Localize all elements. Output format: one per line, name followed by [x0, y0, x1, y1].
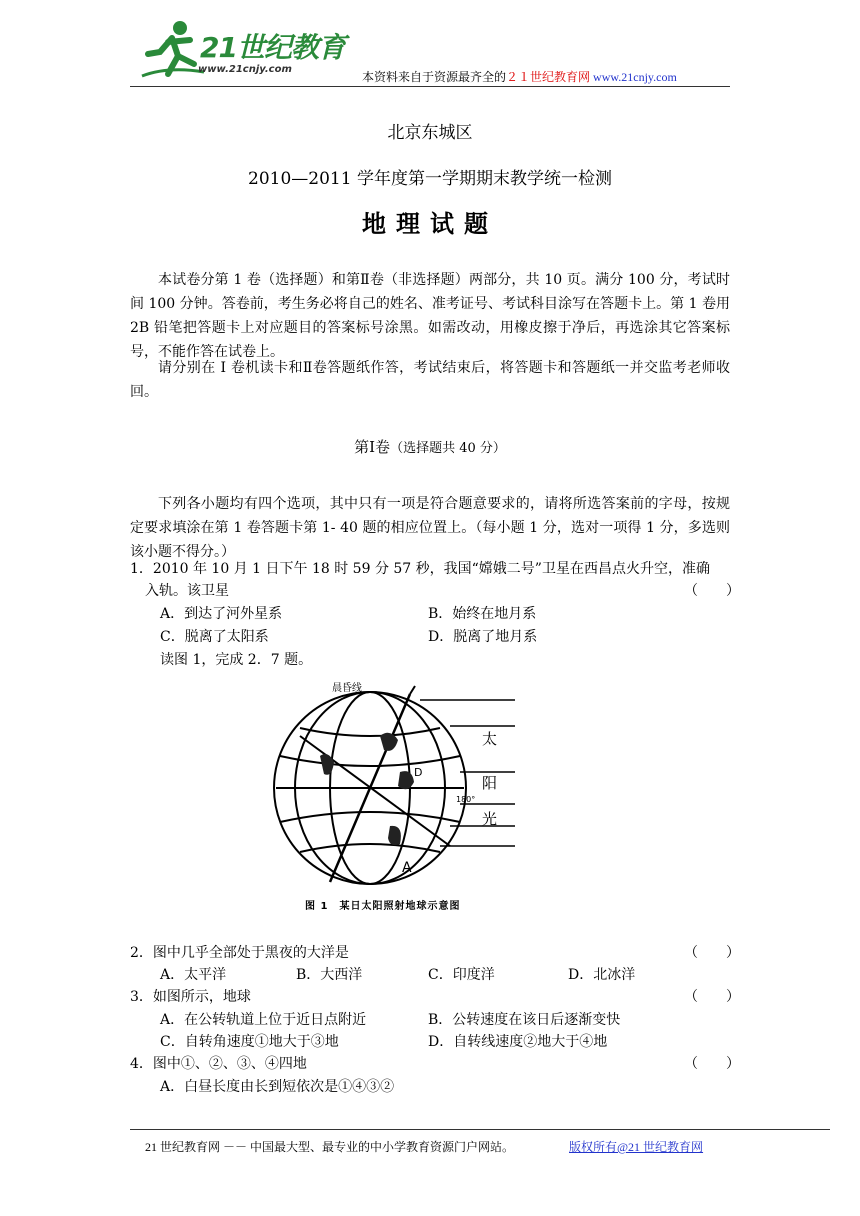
longitude-label: 180°: [456, 795, 476, 804]
subject-title: 地理试题: [362, 209, 498, 238]
q1-answer-paren: （ ）: [684, 583, 740, 599]
q2-option-d: D．北冰洋: [568, 967, 636, 983]
q3-option-b: B．公转速度在该日后逐渐变快: [428, 1012, 621, 1028]
q1-option-c: C．脱离了太阳系: [160, 629, 269, 645]
q3-answer-paren: （ ）: [684, 989, 740, 1005]
q4-stem: 4．图中①、②、③、④四地: [130, 1056, 307, 1072]
header-brand-link[interactable]: ２１世纪教育网: [506, 70, 591, 84]
footer-rule: [130, 1129, 830, 1130]
sun-char-2: 阳: [482, 774, 498, 792]
district-title: 北京东城区: [387, 123, 473, 143]
q4-option-a: A．白昼长度由长到短依次是①④③②: [160, 1079, 395, 1095]
q1-option-a: A．到达了河外星系: [160, 606, 283, 622]
q3-option-d: D．自转线速度②地大于④地: [428, 1034, 608, 1050]
q1-stem-line2: 入轨。该卫星: [145, 583, 229, 599]
footer-text: 21 世纪教育网 －－ 中国最大型、最专业的中小学教育资源门户网站。: [145, 1140, 515, 1154]
q2-option-b: B．大西洋: [296, 967, 363, 983]
q1-option-d: D．脱离了地月系: [428, 629, 538, 645]
earth-illumination-diagram: [260, 676, 530, 894]
q1-stem-line1: 1．2010 年 10 月 1 日下午 18 时 59 分 57 秒，我国“嫦娥二号”卫星在西昌点火升空，准确: [130, 561, 710, 577]
section-title-sub: （选择题共 40 分）: [390, 441, 506, 456]
q3-stem: 3．如图所示，地球: [130, 989, 251, 1005]
header-note: [362, 68, 677, 85]
header-rule: [130, 86, 730, 87]
header-url-link[interactable]: www.21cnjy.com: [593, 70, 677, 84]
marker-a: A: [402, 860, 412, 876]
q2-stem: 2．图中几乎全部处于黑夜的大洋是: [130, 945, 349, 961]
intro-paragraph-2: 请分别在 I 卷机读卡和Ⅱ卷答题纸作答，考试结束后，将答题卡和答题纸一并交监考老师收回。: [130, 360, 730, 400]
copyright-link[interactable]: 版权所有@21 世纪教育网: [569, 1140, 704, 1154]
figure-lead-text: 读图 1，完成 2．7 题。: [160, 652, 313, 668]
q2-answer-paren: （ ）: [684, 945, 740, 961]
q3-option-c: C．自转角速度①地大于③地: [160, 1034, 339, 1050]
q4-answer-paren: （ ）: [684, 1056, 740, 1072]
section-title: [0, 436, 860, 457]
marker-d: D: [414, 766, 423, 779]
logo-text: 21世纪教育: [200, 31, 345, 64]
section-instructions: 下列各小题均有四个选项，其中只有一项是符合题意要求的，请将所选答案前的字母，按规定要求填涂在第 1 卷答题卡第 1- 40 题的相应位置上。（每小题 1 分，选对一项得 1 分，多选则该小题不得分。）: [130, 496, 730, 560]
sun-char-1: 太: [482, 730, 498, 748]
q2-option-a: A．太平洋: [160, 967, 227, 983]
section-title-main: 第Ⅰ卷: [354, 438, 391, 456]
figure-caption: 图 1 某日太阳照射地球示意图: [305, 901, 461, 912]
q1-option-b: B．始终在地月系: [428, 606, 537, 622]
intro-paragraph-1: 本试卷分第 1 卷（选择题）和第Ⅱ卷（非选择题）两部分，共 10 页。满分 100 分，考试时间 100 分钟。答卷前，考生务必将自己的姓名、准考证号、考试科目涂写在答题卡上。第 1 卷用 2B 铅笔把答题卡上对应题目的答案标号涂黑。如需改动，用橡皮擦于净后，再选涂其它答案标号，不能作答在试卷上。: [130, 272, 730, 360]
q2-option-c: C．印度洋: [428, 967, 495, 983]
figure-top-label: 晨昏线: [332, 683, 362, 694]
header-note-prefix: 本资料来自于资源最齐全的: [362, 70, 507, 84]
q3-option-a: A．在公转轨道上位于近日点附近: [160, 1012, 367, 1028]
exam-title: 2010—2011 学年度第一学期期末教学统一检测: [248, 169, 612, 189]
logo-url: www.21cnjy.com: [198, 64, 292, 75]
sun-char-3: 光: [482, 810, 498, 828]
